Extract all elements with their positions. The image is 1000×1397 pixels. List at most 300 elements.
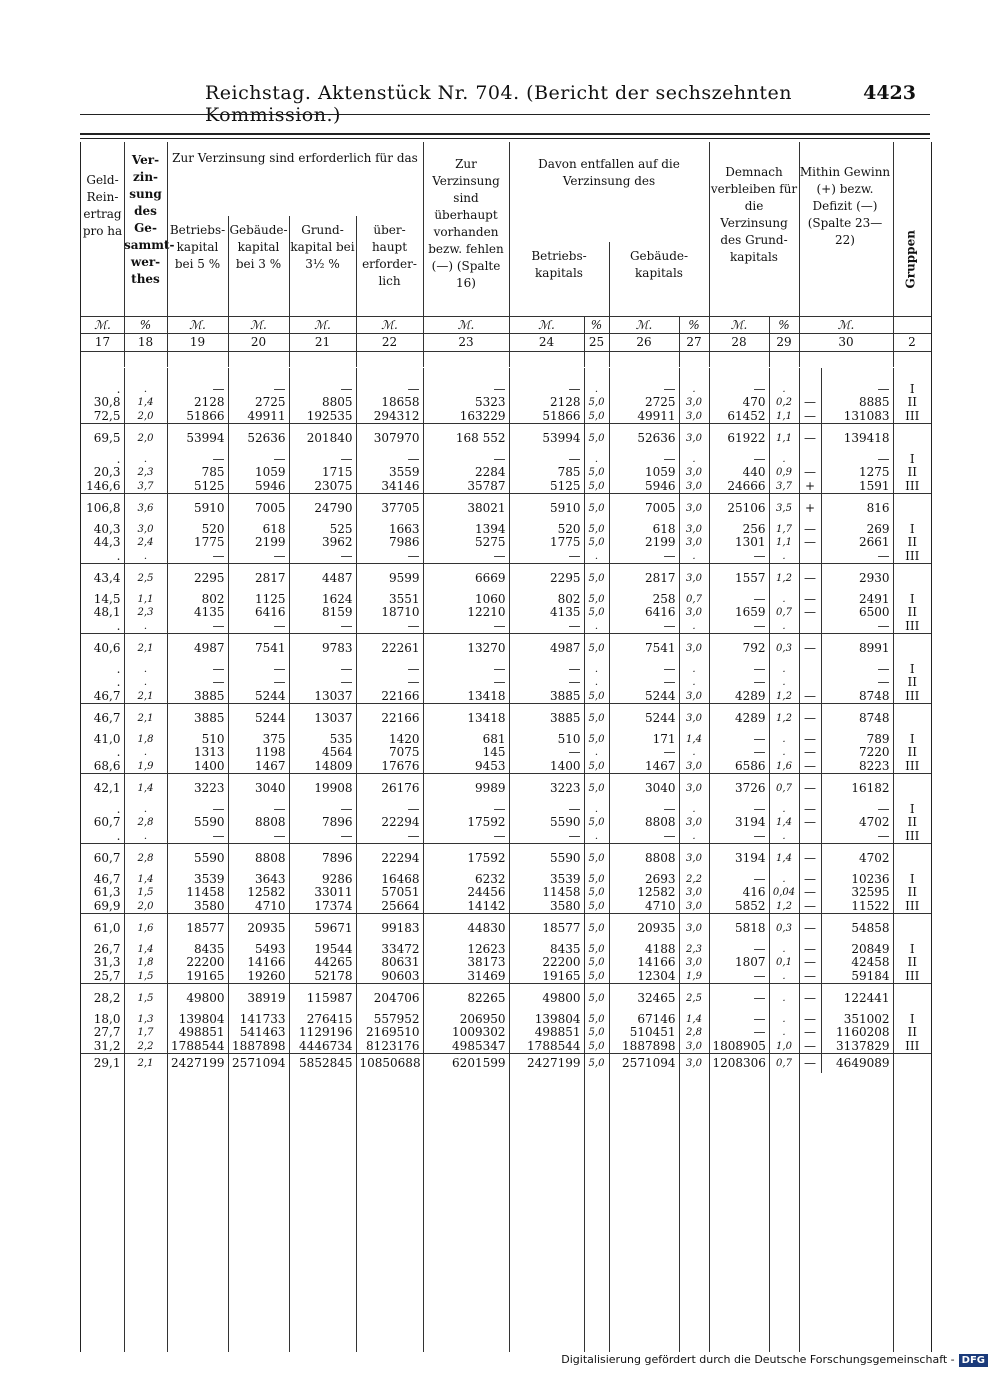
table-cell: 139804	[509, 1013, 584, 1026]
table-cell: 13037	[289, 703, 356, 733]
table-cell: .	[81, 549, 124, 563]
table-cell: —	[228, 549, 289, 563]
table-cell: 5493	[228, 943, 289, 956]
table-cell: —	[799, 956, 821, 969]
table-cell: —	[509, 619, 584, 633]
table-row	[81, 676, 931, 689]
table-cell: 2284	[423, 466, 509, 479]
table-cell: 3643	[228, 873, 289, 886]
table-row	[81, 873, 931, 886]
table-cell: —	[709, 549, 769, 563]
table-cell	[509, 368, 584, 382]
table-cell: .	[769, 733, 799, 746]
table-cell: 1129196	[289, 1026, 356, 1039]
table-cell: .	[769, 663, 799, 676]
table-row	[81, 773, 931, 803]
table-cell: —	[821, 549, 893, 563]
table-cell: 28,2	[81, 983, 124, 1013]
table-cell: II	[907, 816, 917, 829]
table-cell: II	[907, 536, 917, 549]
table-cell: 11522	[821, 899, 893, 913]
column-number-row	[81, 333, 931, 352]
table-cell: —	[609, 382, 679, 396]
column-number: 24	[538, 335, 555, 349]
table-cell: 1420	[356, 733, 423, 746]
table-cell: 8805	[289, 396, 356, 409]
table-cell: 1400	[509, 759, 584, 773]
table-cell: III	[905, 969, 920, 983]
table-cell: 2128	[167, 396, 228, 409]
table-cell	[893, 843, 931, 873]
table-cell: 5125	[167, 479, 228, 493]
table-cell: 5910	[509, 493, 584, 523]
table-cell: 3,0	[679, 563, 709, 593]
table-cell: .	[584, 829, 609, 843]
table-cell: —	[609, 829, 679, 843]
table-cell: I	[909, 733, 915, 746]
group-header-davon: Davon entfallen auf die Verzinsung des	[538, 157, 680, 188]
table-cell: 68,6	[81, 759, 124, 773]
table-cell: 3223	[167, 773, 228, 803]
column-divider	[893, 368, 894, 1352]
table-cell: 25,7	[81, 969, 124, 983]
table-cell: 5,0	[584, 886, 609, 899]
table-row	[81, 423, 931, 453]
table-cell: 3539	[167, 873, 228, 886]
table-cell: 2427199	[167, 1053, 228, 1073]
data-table	[80, 142, 932, 1352]
table-cell: 14809	[289, 759, 356, 773]
table-cell: —	[423, 619, 509, 633]
table-cell: 5,0	[584, 1026, 609, 1039]
table-cell: 38919	[228, 983, 289, 1013]
table-cell: 26,7	[81, 943, 124, 956]
table-cell: 16182	[821, 773, 893, 803]
table-cell: —	[167, 829, 228, 843]
table-cell: —	[289, 619, 356, 633]
table-cell: 5,0	[584, 633, 609, 663]
table-cell: 1,6	[769, 759, 799, 773]
table-cell: 7541	[609, 633, 679, 663]
table-cell: .	[769, 1026, 799, 1039]
unit-label: ℳ.	[314, 318, 331, 332]
table-cell: 1,4	[679, 1013, 709, 1026]
table-cell: 4985347	[423, 1039, 509, 1053]
table-cell: 16468	[356, 873, 423, 886]
table-row	[81, 409, 931, 423]
table-cell: .	[584, 549, 609, 563]
table-cell: 9989	[423, 773, 509, 803]
table-cell: 5,0	[584, 493, 609, 523]
table-cell: 3,0	[679, 523, 709, 536]
table-row	[81, 536, 931, 549]
table-cell: .	[584, 453, 609, 466]
table-cell: 31469	[423, 969, 509, 983]
unit-label: ℳ.	[730, 318, 748, 332]
column-divider	[423, 368, 424, 1352]
table-cell: .	[679, 663, 709, 676]
table-cell: +	[799, 479, 821, 493]
table-cell: 4702	[821, 816, 893, 829]
table-cell: 2571094	[228, 1053, 289, 1073]
table-cell: 2,8	[124, 816, 167, 829]
table-cell: —	[167, 549, 228, 563]
table-cell	[893, 633, 931, 663]
table-cell	[799, 549, 821, 563]
table-cell: 5,0	[584, 396, 609, 409]
table-cell: 168 552	[423, 423, 509, 453]
table-cell: .	[584, 382, 609, 396]
table-cell	[893, 1053, 931, 1073]
table-cell: 12210	[423, 606, 509, 619]
table-cell: 3223	[509, 773, 584, 803]
table-cell: —	[799, 409, 821, 423]
table-row	[81, 886, 931, 899]
table-cell: 5946	[228, 479, 289, 493]
table-cell: 1,8	[124, 733, 167, 746]
table-cell: 22294	[356, 816, 423, 829]
table-cell: 4649089	[821, 1053, 893, 1073]
table-cell	[124, 368, 167, 382]
table-cell: 60,7	[81, 816, 124, 829]
table-cell: 22200	[509, 956, 584, 969]
table-cell: 789	[821, 733, 893, 746]
table-cell: —	[799, 423, 821, 453]
table-cell: 3,0	[679, 479, 709, 493]
table-cell: 0,7	[769, 773, 799, 803]
unit-label: ℳ.	[381, 318, 398, 332]
table-cell: 46,7	[81, 689, 124, 703]
table-cell: 41,0	[81, 733, 124, 746]
table-cell: —	[356, 803, 423, 816]
table-cell: .	[769, 453, 799, 466]
table-cell: 1,2	[769, 563, 799, 593]
table-cell: —	[509, 453, 584, 466]
table-cell: —	[356, 382, 423, 396]
table-cell: —	[356, 829, 423, 843]
table-cell: 269	[821, 523, 893, 536]
table-cell: 6416	[228, 606, 289, 619]
table-cell: I	[909, 873, 915, 886]
table-cell: 4487	[289, 563, 356, 593]
table-cell: —	[799, 523, 821, 536]
table-cell: 1125	[228, 593, 289, 606]
table-row	[81, 1053, 931, 1073]
table-cell	[709, 368, 769, 382]
table-cell: 18658	[356, 396, 423, 409]
table-cell: 1059	[609, 466, 679, 479]
column-divider	[709, 368, 710, 1352]
table-cell: 19165	[167, 969, 228, 983]
table-cell: —	[709, 969, 769, 983]
table-cell: 2427199	[509, 1053, 584, 1073]
table-row	[81, 1013, 931, 1026]
table-cell: —	[821, 676, 893, 689]
table-cell: 5,0	[584, 466, 609, 479]
table-cell: 535	[289, 733, 356, 746]
table-cell: —	[799, 1026, 821, 1039]
table-cell: 2,8	[124, 843, 167, 873]
table-cell: 6586	[709, 759, 769, 773]
table-cell: 2,0	[124, 899, 167, 913]
table-cell: 8435	[167, 943, 228, 956]
col-header-grundkapital: Grund- kapital bei 3½ %	[290, 223, 355, 271]
table-cell: 8123176	[356, 1039, 423, 1053]
table-cell: 8159	[289, 606, 356, 619]
table-row	[81, 746, 931, 759]
table-cell: 31,2	[81, 1039, 124, 1053]
table-cell: 106,8	[81, 493, 124, 523]
table-cell: 8748	[821, 689, 893, 703]
table-cell: 3726	[709, 773, 769, 803]
table-cell: 5852845	[289, 1053, 356, 1073]
table-cell: 1059	[228, 466, 289, 479]
table-cell: —	[709, 1013, 769, 1026]
table-cell: 5244	[228, 703, 289, 733]
table-cell: 20849	[821, 943, 893, 956]
table-cell: 5,0	[584, 969, 609, 983]
table-row	[81, 396, 931, 409]
table-cell: 5590	[167, 843, 228, 873]
table-cell: 785	[167, 466, 228, 479]
table-cell: 2128	[509, 396, 584, 409]
table-cell: —	[423, 663, 509, 676]
table-cell: —	[709, 746, 769, 759]
table-cell: 8223	[821, 759, 893, 773]
table-cell: 19260	[228, 969, 289, 983]
table-cell: 4987	[167, 633, 228, 663]
table-cell: 307970	[356, 423, 423, 453]
table-cell: 5,0	[584, 606, 609, 619]
table-cell: 1591	[821, 479, 893, 493]
table-cell: 201840	[289, 423, 356, 453]
table-cell: 5,0	[584, 703, 609, 733]
unit-label: %	[688, 318, 700, 332]
table-cell: 5125	[509, 479, 584, 493]
table-cell: 3,0	[679, 606, 709, 619]
table-cell: 1557	[709, 563, 769, 593]
table-cell: 99183	[356, 913, 423, 943]
unit-row	[81, 316, 931, 334]
table-cell: 171	[609, 733, 679, 746]
table-row	[81, 593, 931, 606]
table-cell: .	[769, 619, 799, 633]
table-cell: 2693	[609, 873, 679, 886]
table-cell: .	[81, 619, 124, 633]
table-cell: 192535	[289, 409, 356, 423]
table-cell: I	[909, 663, 915, 676]
table-cell: 1,4	[124, 873, 167, 886]
table-cell: —	[289, 676, 356, 689]
table-cell: 3,0	[679, 423, 709, 453]
table-cell: 3,0	[679, 703, 709, 733]
table-cell: —	[356, 619, 423, 633]
table-cell: 11458	[167, 886, 228, 899]
table-cell: 5,0	[584, 593, 609, 606]
table-cell: —	[799, 563, 821, 593]
table-cell: —	[228, 803, 289, 816]
table-cell: 1,2	[769, 689, 799, 703]
table-cell: —	[799, 983, 821, 1013]
table-cell: 1,1	[124, 593, 167, 606]
table-cell: 37705	[356, 493, 423, 523]
table-cell: 1715	[289, 466, 356, 479]
table-cell: —	[423, 676, 509, 689]
table-cell: 24666	[709, 479, 769, 493]
table-cell: 32595	[821, 886, 893, 899]
column-number: 17	[94, 335, 111, 349]
table-cell: 52636	[228, 423, 289, 453]
table-cell: 2,1	[124, 1053, 167, 1073]
table-cell: —	[821, 829, 893, 843]
table-cell: 3,0	[679, 536, 709, 549]
table-cell: 5,0	[584, 773, 609, 803]
table-cell: —	[228, 619, 289, 633]
table-cell: III	[905, 829, 920, 843]
col-header-gebaeudekapitals: Gebäude- kapitals	[629, 249, 689, 280]
table-cell: 9453	[423, 759, 509, 773]
table-cell: 10850688	[356, 1053, 423, 1073]
table-cell: —	[709, 733, 769, 746]
table-cell: 5275	[423, 536, 509, 549]
table-cell	[893, 368, 931, 382]
column-divider	[289, 368, 290, 1352]
table-cell: —	[799, 803, 821, 816]
table-cell: 1467	[228, 759, 289, 773]
table-cell: 2,5	[679, 983, 709, 1013]
table-cell: II	[907, 746, 917, 759]
table-cell: —	[609, 676, 679, 689]
table-row	[81, 466, 931, 479]
table-cell: 13270	[423, 633, 509, 663]
table-cell: 17592	[423, 816, 509, 829]
table-cell: 1009302	[423, 1026, 509, 1039]
table-cell: 42458	[821, 956, 893, 969]
table-cell: .	[124, 746, 167, 759]
table-cell: I	[909, 1013, 915, 1026]
table-cell: 12304	[609, 969, 679, 983]
table-cell	[799, 829, 821, 843]
table-cell: 3539	[509, 873, 584, 886]
table-cell: II	[907, 466, 917, 479]
table-cell: —	[799, 396, 821, 409]
table-cell: 1,5	[124, 969, 167, 983]
table-cell: —	[709, 619, 769, 633]
table-cell	[821, 368, 893, 382]
table-cell: 145	[423, 746, 509, 759]
table-cell: 53994	[509, 423, 584, 453]
table-cell: 6232	[423, 873, 509, 886]
table-cell: 33472	[356, 943, 423, 956]
table-cell: .	[769, 1013, 799, 1026]
table-cell: .	[679, 549, 709, 563]
table-cell: 27,7	[81, 1026, 124, 1039]
table-cell: —	[228, 382, 289, 396]
table-cell: 3559	[356, 466, 423, 479]
column-number: 29	[776, 335, 792, 349]
column-number: 25	[588, 335, 605, 349]
table-cell: 46,7	[81, 873, 124, 886]
column-divider	[509, 368, 510, 1352]
table-cell: 1,4	[124, 943, 167, 956]
col-header-betriebskapital: Betriebs- kapital bei 5 %	[169, 223, 226, 271]
table-cell: 5,0	[584, 523, 609, 536]
table-cell: 557952	[356, 1013, 423, 1026]
table-cell: 3040	[228, 773, 289, 803]
page-header	[80, 82, 930, 126]
table-cell: 3,7	[124, 479, 167, 493]
table-cell: 3,0	[679, 899, 709, 913]
table-cell: 67146	[609, 1013, 679, 1026]
col-header-reinertrag: Geld- Rein- ertrag pro ha	[82, 173, 123, 238]
table-cell: 1,1	[769, 536, 799, 549]
table-header	[81, 142, 931, 367]
table-cell: 18,0	[81, 1013, 124, 1026]
table-cell: 1,7	[124, 1026, 167, 1039]
table-cell	[799, 676, 821, 689]
table-cell: 3,0	[679, 466, 709, 479]
table-cell: 8885	[821, 396, 893, 409]
table-cell: 8748	[821, 703, 893, 733]
table-cell: 2817	[609, 563, 679, 593]
table-cell: 541463	[228, 1026, 289, 1039]
table-cell: 5,0	[584, 956, 609, 969]
table-cell: 17676	[356, 759, 423, 773]
table-cell: .	[124, 382, 167, 396]
table-cell: 1663	[356, 523, 423, 536]
table-cell: 26176	[356, 773, 423, 803]
table-cell: III	[905, 549, 920, 563]
table-cell: 1301	[709, 536, 769, 549]
table-cell: 792	[709, 633, 769, 663]
table-cell: 44265	[289, 956, 356, 969]
table-cell: —	[167, 663, 228, 676]
table-cell: .	[124, 676, 167, 689]
table-cell: —	[228, 676, 289, 689]
table-cell: 5,0	[584, 873, 609, 886]
table-cell: 1,4	[769, 843, 799, 873]
table-cell: —	[609, 549, 679, 563]
table-top-rule-thin	[80, 138, 930, 139]
table-cell: 69,9	[81, 899, 124, 913]
table-cell: 8808	[609, 843, 679, 873]
table-cell: 23075	[289, 479, 356, 493]
table-cell: 7986	[356, 536, 423, 549]
table-cell: .	[679, 829, 709, 843]
table-cell: 5590	[167, 816, 228, 829]
table-cell: 1,5	[124, 886, 167, 899]
table-cell: 5590	[509, 843, 584, 873]
table-cell: .	[679, 803, 709, 816]
table-cell: 43,4	[81, 563, 124, 593]
table-cell: 4446734	[289, 1039, 356, 1053]
table-cell: —	[423, 453, 509, 466]
unit-label: ℳ.	[635, 318, 653, 332]
table-cell: 22200	[167, 956, 228, 969]
table-cell: 1400	[167, 759, 228, 773]
table-cell: .	[81, 746, 124, 759]
table-cell: 4135	[167, 606, 228, 619]
col-header-erforderlich: über- haupt erforder- lich	[362, 223, 417, 288]
table-cell: .	[124, 803, 167, 816]
table-cell: 48,1	[81, 606, 124, 619]
column-number: 22	[381, 335, 398, 349]
table-cell: 3040	[609, 773, 679, 803]
table-cell: 510451	[609, 1026, 679, 1039]
table-cell: 2571094	[609, 1053, 679, 1073]
table-cell: 510	[167, 733, 228, 746]
table-cell: +	[799, 493, 821, 523]
